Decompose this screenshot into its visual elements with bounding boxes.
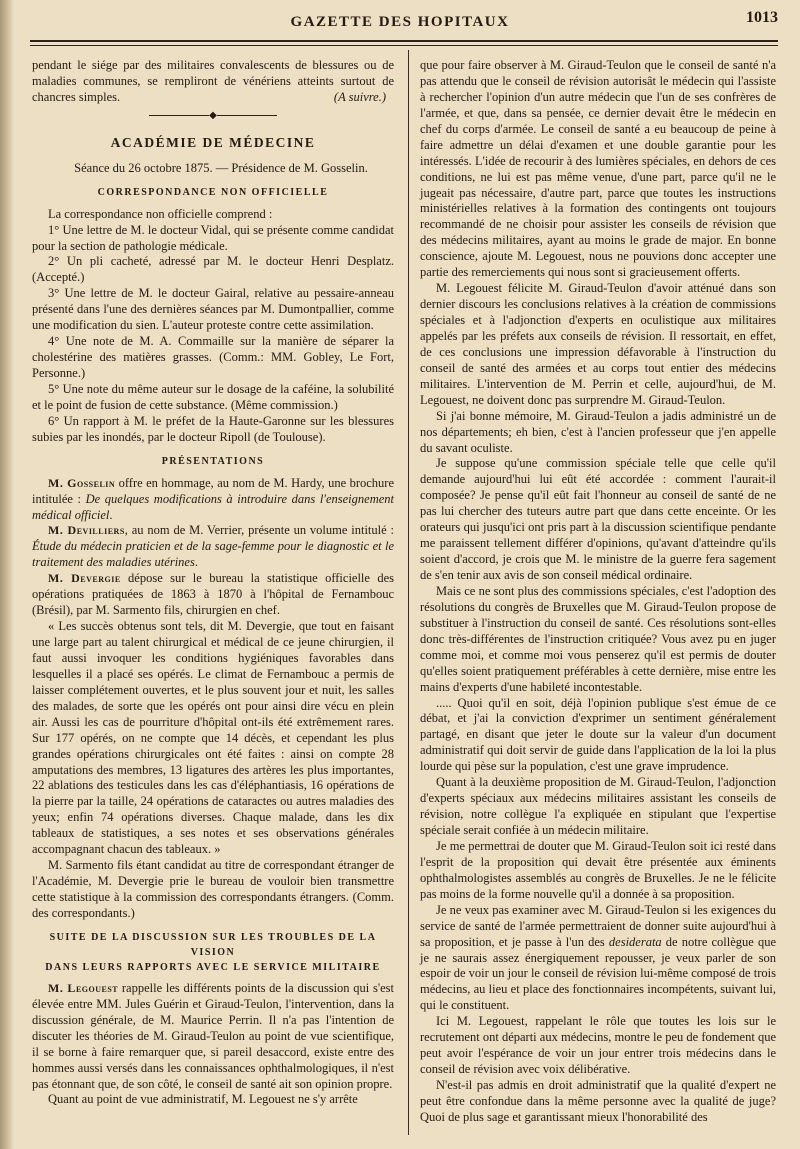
- correspondance-item: 3° Une lettre de M. le docteur Gairal, relative au pessaire-anneau présenté dans l'une des dernières séances par M. Dumontpallier, comme une modification du sien. L'auteur proteste contre cette assimilation.: [32, 286, 394, 333]
- paragraph: Si j'ai bonne mémoire, M. Giraud-Teulon a jadis administré un de nos départements; eh bien, c'est à l'ancien professeur que j'en appelle du savant oculiste.: [420, 408, 776, 455]
- correspondance-item: 5° Une note du même auteur sur le dosage de la caféine, la solubilité et le point de fusion de cette substance. (Même commission.): [32, 381, 394, 412]
- correspondance-item: 4° Une note de M. A. Commaille sur la manière de séparer la cholestérine des matières grasses. (Comm.: MM. Gobley, Le Fort, Personne.): [32, 334, 394, 380]
- right-column: [420, 58, 776, 1126]
- paragraph: Ici M. Legouest, rappelant le rôle que toutes les lois sur le recrutement ont départi aux médecins, montre le peu de fondement que peut avoir l'espérance de voir un jour entrer trois médecins dans le conseil de révision avec voix délibérative.: [420, 1014, 776, 1077]
- suite-heading-line: SUITE DE LA DISCUSSION SUR LES TROUBLES DE LA VISION: [49, 931, 377, 958]
- legouest-paragraph: [32, 981, 394, 1093]
- devergie-paragraph: [32, 571, 394, 619]
- paragraph-text: Je ne veux pas examiner avec M. Giraud-Teulon si les exigences du service de santé de l'armée permettraient de donner suite aujourd'hui à sa proposition, et je passe à l'un des: [420, 902, 776, 949]
- paragraph: [420, 903, 776, 1015]
- header-rule-thick: [30, 40, 778, 42]
- gosselin-paragraph: [32, 476, 394, 524]
- left-column: [32, 58, 394, 1108]
- paragraph: ..... Quoi qu'il en soit, déjà l'opinion publique s'est émue de ce débat, et j'ai la conviction d'exprimer un sentiment généralement partagé, en disant que jeter le doute sur la valeur d'un document administratif qui doit servir de guide dans l'application de la loi la plus lourde qui pèse sur la population, c'est une grave imprudence.: [420, 695, 776, 774]
- paragraph: Je me permettrai de douter que M. Giraud-Teulon soit ici resté dans l'esprit de la proposition qui devait être présentée aux éminents ophthalmologistes assemblés au congrès de Bruxelles. Je ne le félicite pas moins de la forme nouvelle qu'il a donnée à sa proposition.: [420, 838, 776, 901]
- last-paragraph: Quant au point de vue administratif, M. Legouest ne s'y arrête: [48, 1092, 358, 1107]
- paragraph-text: .: [194, 555, 198, 570]
- section-ornament: ◆: [32, 111, 394, 121]
- paragraph: que pour faire observer à M. Giraud-Teulon que le conseil de santé n'a pas attendu que le conseil de révision autorisât le médecin qui l'assiste à rechercher l'opinion d'un autre médecin que l'un de ses confrères de l'armée, et que, dans sa pensée, ce dernier devait être le médecin en chef du corps d'armée. Le conseil de santé a eu beaucoup de peine à faire admettre un délai d'examen et une double garantie pour les intéressés. L'idée de recourir à des lumières spéciales, en dehors de ces conditions, ne lui est pas même venue, d'une part, parce qu'il ne le jugeait pas nécessaire, d'autre part, parce que toutes les instructions ministérielles relatives à la formation des contingents ont toujours recommandé de ne choisir pour assister les conseils de révision que des médecins militaires, ayant au moins le grade de major. En bonne conscience, ajoute M. Legouest, nous ne pouvions donc accepter une partie des remerciements qui nous sont si gracieusement offerts.: [420, 58, 776, 280]
- speaker-name: M. Devilliers: [48, 523, 125, 538]
- paragraph: Je suppose qu'une commission spéciale telle que celle qu'il demande aujourd'hui lui eût été accordée : comment l'aurait-il composée? Je pense qu'il eût fait l'honneur au conseil de santé de ne pas lui chercher des tuteurs autre part que dans cette enceinte. Or les orateurs qui jusqu'ici ont pris part à la discussion scientifique pendante me paraissent tellement différer d'opinions, qu'avant d'atteindre qu'ils soient d'accord, je crois que M. le ministre de la guerre fera sagement de s'en tenir aux avis de son conseil médical ordinaire.: [420, 456, 776, 582]
- correspondance-item: 1° Une lettre de M. le docteur Vidal, qui se présente comme candidat pour la section de pathologie médicale.: [32, 222, 394, 253]
- speaker-name: M. Legouest: [48, 980, 119, 995]
- correspondance-item: 6° Un rapport à M. le préfet de la Haute-Garonne sur les blessures subies par les inondés, par le docteur Ripoll (de Toulouse).: [32, 413, 394, 444]
- paragraph: N'est-il pas admis en droit administratif que la qualité d'expert ne peut être confondue dans la même personne avec la qualité de juge? Quoi de plus sage et garantissant mieux l'honorabilité des: [420, 1078, 776, 1124]
- paragraph-text: , au nom de M. Verrier, présente un volume intitulé :: [124, 523, 394, 538]
- column-divider: [408, 50, 409, 1135]
- book-title: Étude du médecin praticien et de la sage-femme pour le diagnostic et le traitement des maladies utérines: [32, 539, 394, 570]
- correspondance-intro: La correspondance non officielle comprend :: [48, 206, 273, 221]
- header-title: GAZETTE DES HOPITAUX: [290, 14, 510, 30]
- presentations-heading: PRÉSENTATIONS: [161, 455, 265, 467]
- paragraph-text: dépose sur le bureau la statistique officielle des opérations pratiquées de 1863 à 1870 à l'hôpital de Fernambouc (Brésil), par M. Sarmento fils, chirurgien en chef.: [32, 571, 395, 618]
- page-binding-shadow: [0, 0, 14, 1149]
- book-title: De quelques modifications à introduire dans l'enseignement médical officiel: [32, 491, 394, 522]
- section-title: ACADÉMIE DE MÉDECINE: [110, 134, 316, 150]
- devergie-quote: « Les succès obtenus sont tels, dit M. Devergie, que tout en faisant une large part au talent chirurgical et médical de ce jeune chirurgien, il faut aussi invoquer les conditions hygiéniques favorables dans lesquelles il a placé ses opérés. Le climat de Fernambouc a permis de laisser complétement ouvertes, et le plus souvent jour et nuit, les salles des malades, de sorte que les opérés ont pour ainsi dire vécu en plein air. Aussi les cas de pourriture d'hôpital ont-ils été extrêmement rares. Sur 177 opérés, on ne compte que 14 décès, et cependant les plus grandes opérations chirurgicales ont été faites : ainsi on compte 28 amputations des membres, 13 ligatures des artères les plus importantes, 22 ablations des testicules dans les cas d'éléphantiasis, 16 opérations de la pierre par la taille, 24 opérations de cataractes ou autres maladies des yeux; enfin 74 opérations diverses. Chaque malade, dans les dix tableaux de statistiques, a ses notes et ses observations générales accompagnant chacun des tableaux. »: [32, 619, 394, 857]
- paragraph-text: rappelle les différents points de la discussion qui s'est élevée entre MM. Jules Guérin et Giraud-Teulon, l'intervention, dans la discussion générale, de M. Maurice Perrin. Il n'a pas l'intention de discuter les théories de M. Giraud-Teulon au point de vue scientifique, il se borne à faire remarquer que, si pareil desaccord, existe entre des hommes aussi versés dans les connaissances ophthalmologiques, il n'est pas étonnant que, de son côté, le conseil de santé ait son opinion propre.: [32, 980, 394, 1091]
- header-rule-thin: [30, 45, 778, 46]
- sarmento-paragraph: M. Sarmento fils étant candidat au titre de correspondant étranger de l'Académie, M. Devergie prie le bureau de vouloir bien transmettre cette statistique à la commission des correspondants étrangers. (Comm. des correspondants.): [32, 858, 394, 920]
- speaker-name: M. Devergie: [48, 571, 121, 586]
- a-suivre: (A suivre.): [333, 89, 386, 104]
- correspondance-item: 2° Un pli cacheté, adressé par M. le docteur Henri Desplatz. (Accepté.): [32, 254, 394, 285]
- devilliers-paragraph: [32, 523, 394, 571]
- continuation-paragraph: [32, 58, 394, 106]
- paragraph-text: .: [109, 507, 113, 522]
- speaker-name: M. Gosselin: [48, 475, 116, 490]
- correspondance-heading: CORRESPONDANCE NON OFFICIELLE: [97, 186, 329, 198]
- paragraph: M. Legouest félicite M. Giraud-Teulon d'avoir atténué dans son dernier discours les conclusions relatives à la création de commissions spéciales et à l'adjonction d'experts en oculistique aux militaires appelés par les préfets aux conseils de révision. Il ressortait, en effet, de ces conclusions une impression défavorable à l'instruction du conseil de santé des armées et au corps tout entier des médecins militaires. L'intervention de M. Perrin et celle, aujourd'hui, de M. Legouest, ne doivent donc pas surprendre M. Giraud-Teulon.: [420, 281, 776, 407]
- suite-discussion-heading: [32, 930, 394, 975]
- paragraph-text: de notre collègue que je ne saurais assez énergiquement repousser, je veux parler de son espoir de voir un jour le conseil de révision lui-même composé de trois médecins, au lieu et place des fonctionnaires incompétents, suivant lui, qui le constituent.: [420, 934, 776, 1013]
- page-number: 1013: [746, 9, 778, 26]
- paragraph-text: offre en hommage, au nom de M. Hardy, une brochure intitulée :: [32, 475, 395, 506]
- paragraph: Quant à la deuxième proposition de M. Giraud-Teulon, l'adjonction d'experts spéciaux aux médecins militaires assistant les conseils de révision, notre collègue l'a expliquée en stipulant que l'expertise spéciale serait confiée à un médecin militaire.: [420, 775, 776, 837]
- continuation-text: pendant le siége par des militaires convalescents de blessures ou de maladies communes, se rempliront de vénériens atteints surtout de chancres simples.: [32, 58, 394, 104]
- suite-heading-line: DANS LEURS RAPPORTS AVEC LE SERVICE MILITAIRE: [45, 961, 381, 973]
- paragraph: Mais ce ne sont plus des commissions spéciales, c'est l'adoption des résolutions du congrès de Bruxelles que M. Giraud-Teulon propose de substituer à l'instruction du conseil de santé. Ces résolutions sont-elles donc très-différentes de l'instruction critiquée? Vous avez pu en juger comme moi, et comme moi vous penserez qu'il est permis de douter qu'elles soient pratiquement préférables à cette dernière, mise entre les mains d'experts d'une habileté incontestable.: [420, 583, 776, 694]
- emphasis-text: desiderata: [608, 934, 662, 949]
- seance-line: Séance du 26 octobre 1875. — Présidence de M. Gosselin.: [74, 160, 368, 175]
